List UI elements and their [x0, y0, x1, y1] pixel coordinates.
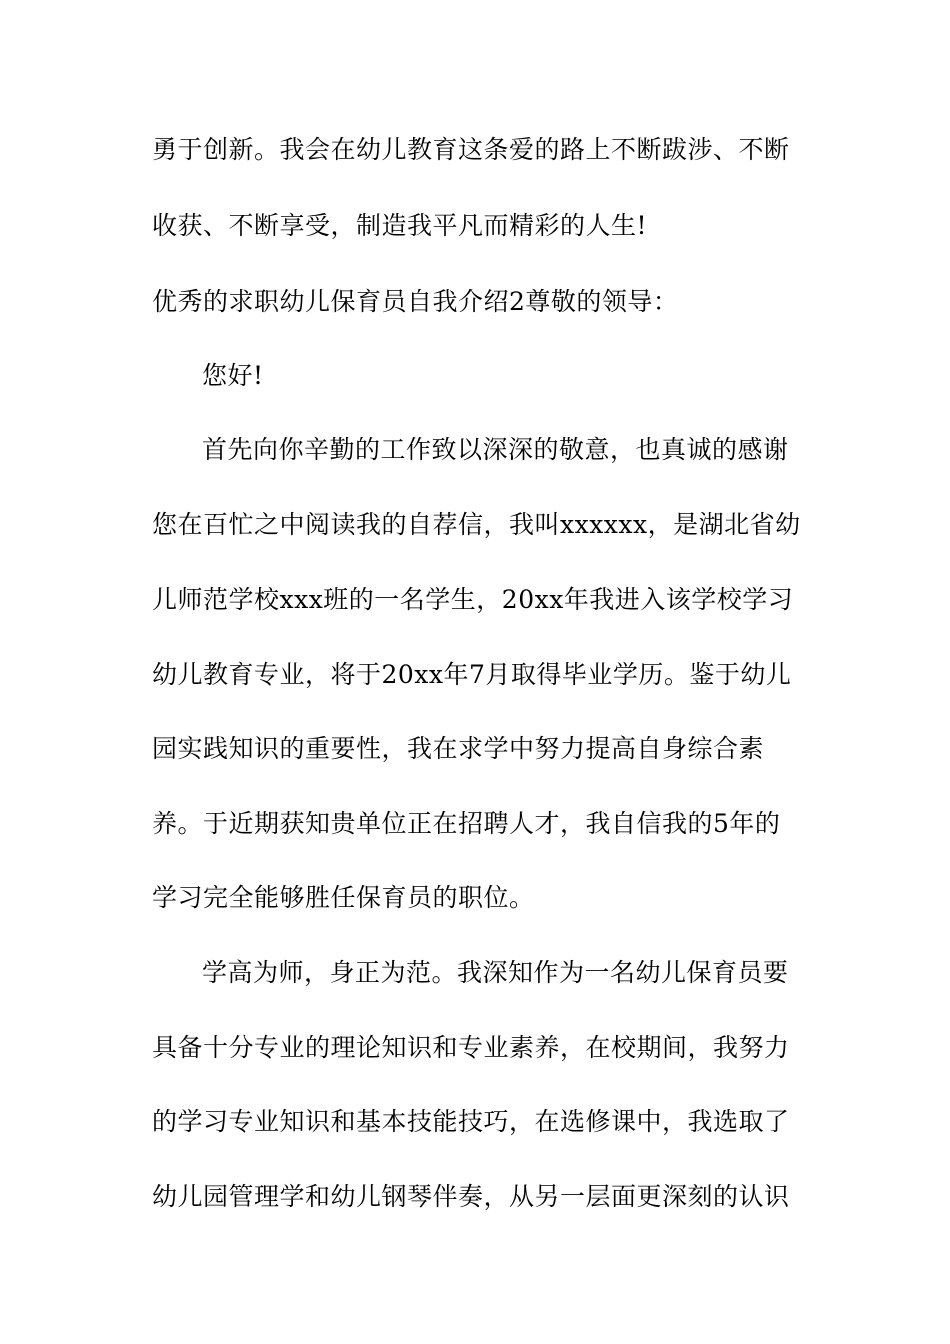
- salutation: 您好!: [202, 361, 264, 390]
- text-line: 具备十分专业的理论知识和专业素养，在校期间，我努力: [152, 1033, 790, 1062]
- text-line: 学习完全能够胜任保育员的职位。: [152, 883, 535, 912]
- text-line: 的学习专业知识和基本技能技巧，在选修课中，我选取了: [152, 1107, 790, 1136]
- text-line: 幼儿园管理学和幼儿钢琴伴奏，从另一层面更深刻的认识: [152, 1182, 790, 1211]
- text-line: 您在百忙之中阅读我的自荐信，我叫xxxxxx，是湖北省幼: [152, 510, 801, 539]
- text-line: 园实践知识的重要性，我在求学中努力提高自身综合素: [152, 734, 765, 763]
- text-line: 勇于创新。我会在幼儿教育这条爱的路上不断跋涉、不断: [152, 135, 790, 164]
- text-line: 养。于近期获知贵单位正在招聘人才，我自信我的5年的: [152, 809, 781, 838]
- text-line: 首先向你辛勤的工作致以深深的敬意，也真诚的感谢: [202, 435, 789, 464]
- section-heading: 优秀的求职幼儿保育员自我介绍2尊敬的领导：: [152, 287, 679, 316]
- text-line: 学高为师，身正为范。我深知作为一名幼儿保育员要: [202, 958, 789, 987]
- text-line: 收获、不断享受，制造我平凡而精彩的人生!: [152, 211, 648, 240]
- text-line: 幼儿教育专业，将于20xx年7月取得毕业学历。鉴于幼儿: [152, 660, 792, 689]
- text-line: 儿师范学校xxx班的一名学生，20xx年我进入该学校学习: [152, 585, 794, 614]
